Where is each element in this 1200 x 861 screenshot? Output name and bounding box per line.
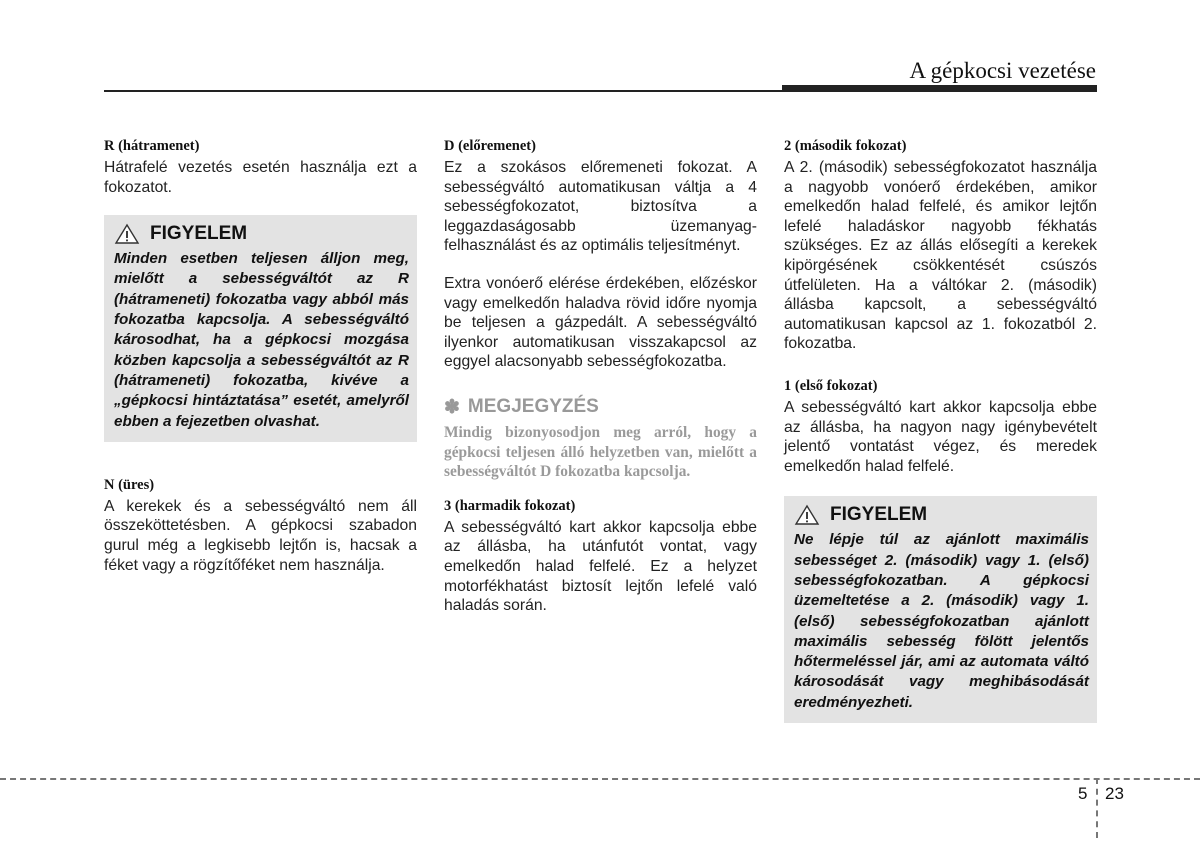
warning-title-1: FIGYELEM [150, 223, 248, 245]
footer-dashed-divider [1096, 778, 1098, 838]
header-title: A gépkocsi vezetése [909, 58, 1096, 83]
page-number: 23 [1105, 784, 1124, 803]
star-icon: ✽ [444, 396, 460, 418]
footer-dashed-rule [0, 778, 1200, 780]
section-text-n: A kerekek és a sebességváltó nem áll összeköttetésben. A gépkocsi szabadon gurul még a legkisebb lejtőn is, hacsak a féket vagy a rögzítőféket nem használja. [104, 497, 417, 574]
section-title-2: 2 (második fokozat) [784, 138, 907, 154]
warning-triangle-icon [114, 223, 140, 245]
warning-text-2: Ne lépje túl az ajánlott maximális sebességet 2. (második) vagy 1. (első) sebességfokozatban. A gépkocsi üzemeltetése a 2. (második) vagy 1. (első) sebességfokozatban ajánlott maximális sebesség fölött jelentős hőtermeléssel jár, ami az automata váltó károsodását vagy meghibásodását eredményezheti. [794, 531, 1089, 711]
section-text-2: A 2. (második) sebességfokozatot használja a nagyobb vonóerő érdekében, amikor emelkedőn halad felfelé, és amikor lejtőn lefelé haladáskor nagyobb fékhatás szükséges. Ez az állás elősegíti a kerekek kipörgésének csökkentését csúszós útfelületen. Ha a váltókar 2. (második) állásba kapcsolt, a sebességváltó automatikusan kapcsol az 1. fokozatból 2. fokozatba. [784, 159, 1097, 353]
warning-triangle-icon [794, 504, 820, 526]
section-title-n: N (üres) [104, 476, 155, 493]
column-2 [444, 138, 757, 616]
column-1 [104, 138, 417, 575]
note-header [444, 396, 757, 419]
section-title-1: 1 (első fokozat) [784, 377, 878, 394]
section-text-r: Hátrafelé vezetés esetén használja ezt a fokozatot. [104, 159, 417, 196]
section-title-d: D (előremenet) [444, 138, 536, 154]
section-text-d-1: Ez a szokásos előremeneti fokozat. A sebességváltó automatikusan váltja a 4 sebességfokozatot, biztosítva a leggazdaságosabb üzemanyag-felhasználást és az optimális teljesítményt. [444, 159, 757, 255]
section-text-d-2: Extra vonóerő elérése érdekében, előzéskor vagy emelkedőn haladva rövid időre nyomja be teljesen a gázpedált. A sebességváltó ilyenkor automatikusan visszakapcsol az eggyel alacsonyabb sebességfokozatba. [444, 274, 757, 371]
header-rule-thick [782, 85, 1097, 92]
warning-header-1 [114, 223, 409, 245]
note-title: MEGJEGYZÉS [467, 396, 599, 418]
section-title-r: R (hátramenet) [104, 138, 200, 154]
warning-box-2 [784, 496, 1097, 723]
chapter-number: 5 [1078, 784, 1088, 803]
note-text: Mindig bizonyosodjon meg arról, hogy a gépkocsi teljesen álló helyzetben van, mielőtt a sebességváltót D fokozatba kapcsolja. [444, 423, 757, 481]
header-rule-thin [104, 90, 784, 92]
column-3 [784, 138, 1097, 723]
warning-text-1: Minden esetben teljesen álljon meg, mielőtt a sebességváltót az R (hátrameneti) fokozatba vagy abból más fokozatba kapcsolja. A sebességváltó károsodhat, ha a gépkocsi mozgása közben kapcsolja a sebességváltót az R (hátrameneti) fokozatba, kivéve a „gépkocsi hintáztatása” esetét, amelyről ebben a fejezetben olvashat. [114, 250, 409, 430]
warning-title-2: FIGYELEM [830, 504, 928, 526]
section-title-3: 3 (harmadik fokozat) [444, 497, 576, 514]
warning-box-1 [104, 215, 417, 442]
section-text-3: A sebességváltó kart akkor kapcsolja ebbe az állásba, ha utánfutót vontat, vagy emelkedőn halad felfelé. Ez a helyzet motorfékhatást biztosít lejtőn lefelé való haladás során. [444, 518, 757, 615]
warning-header-2 [794, 504, 1089, 526]
section-text-1: A sebességváltó kart akkor kapcsolja ebbe az állásba, ha nagyon nagy igénybevételt jelentő vontatást végez, és meredek emelkedőn halad felfelé. [784, 398, 1097, 475]
